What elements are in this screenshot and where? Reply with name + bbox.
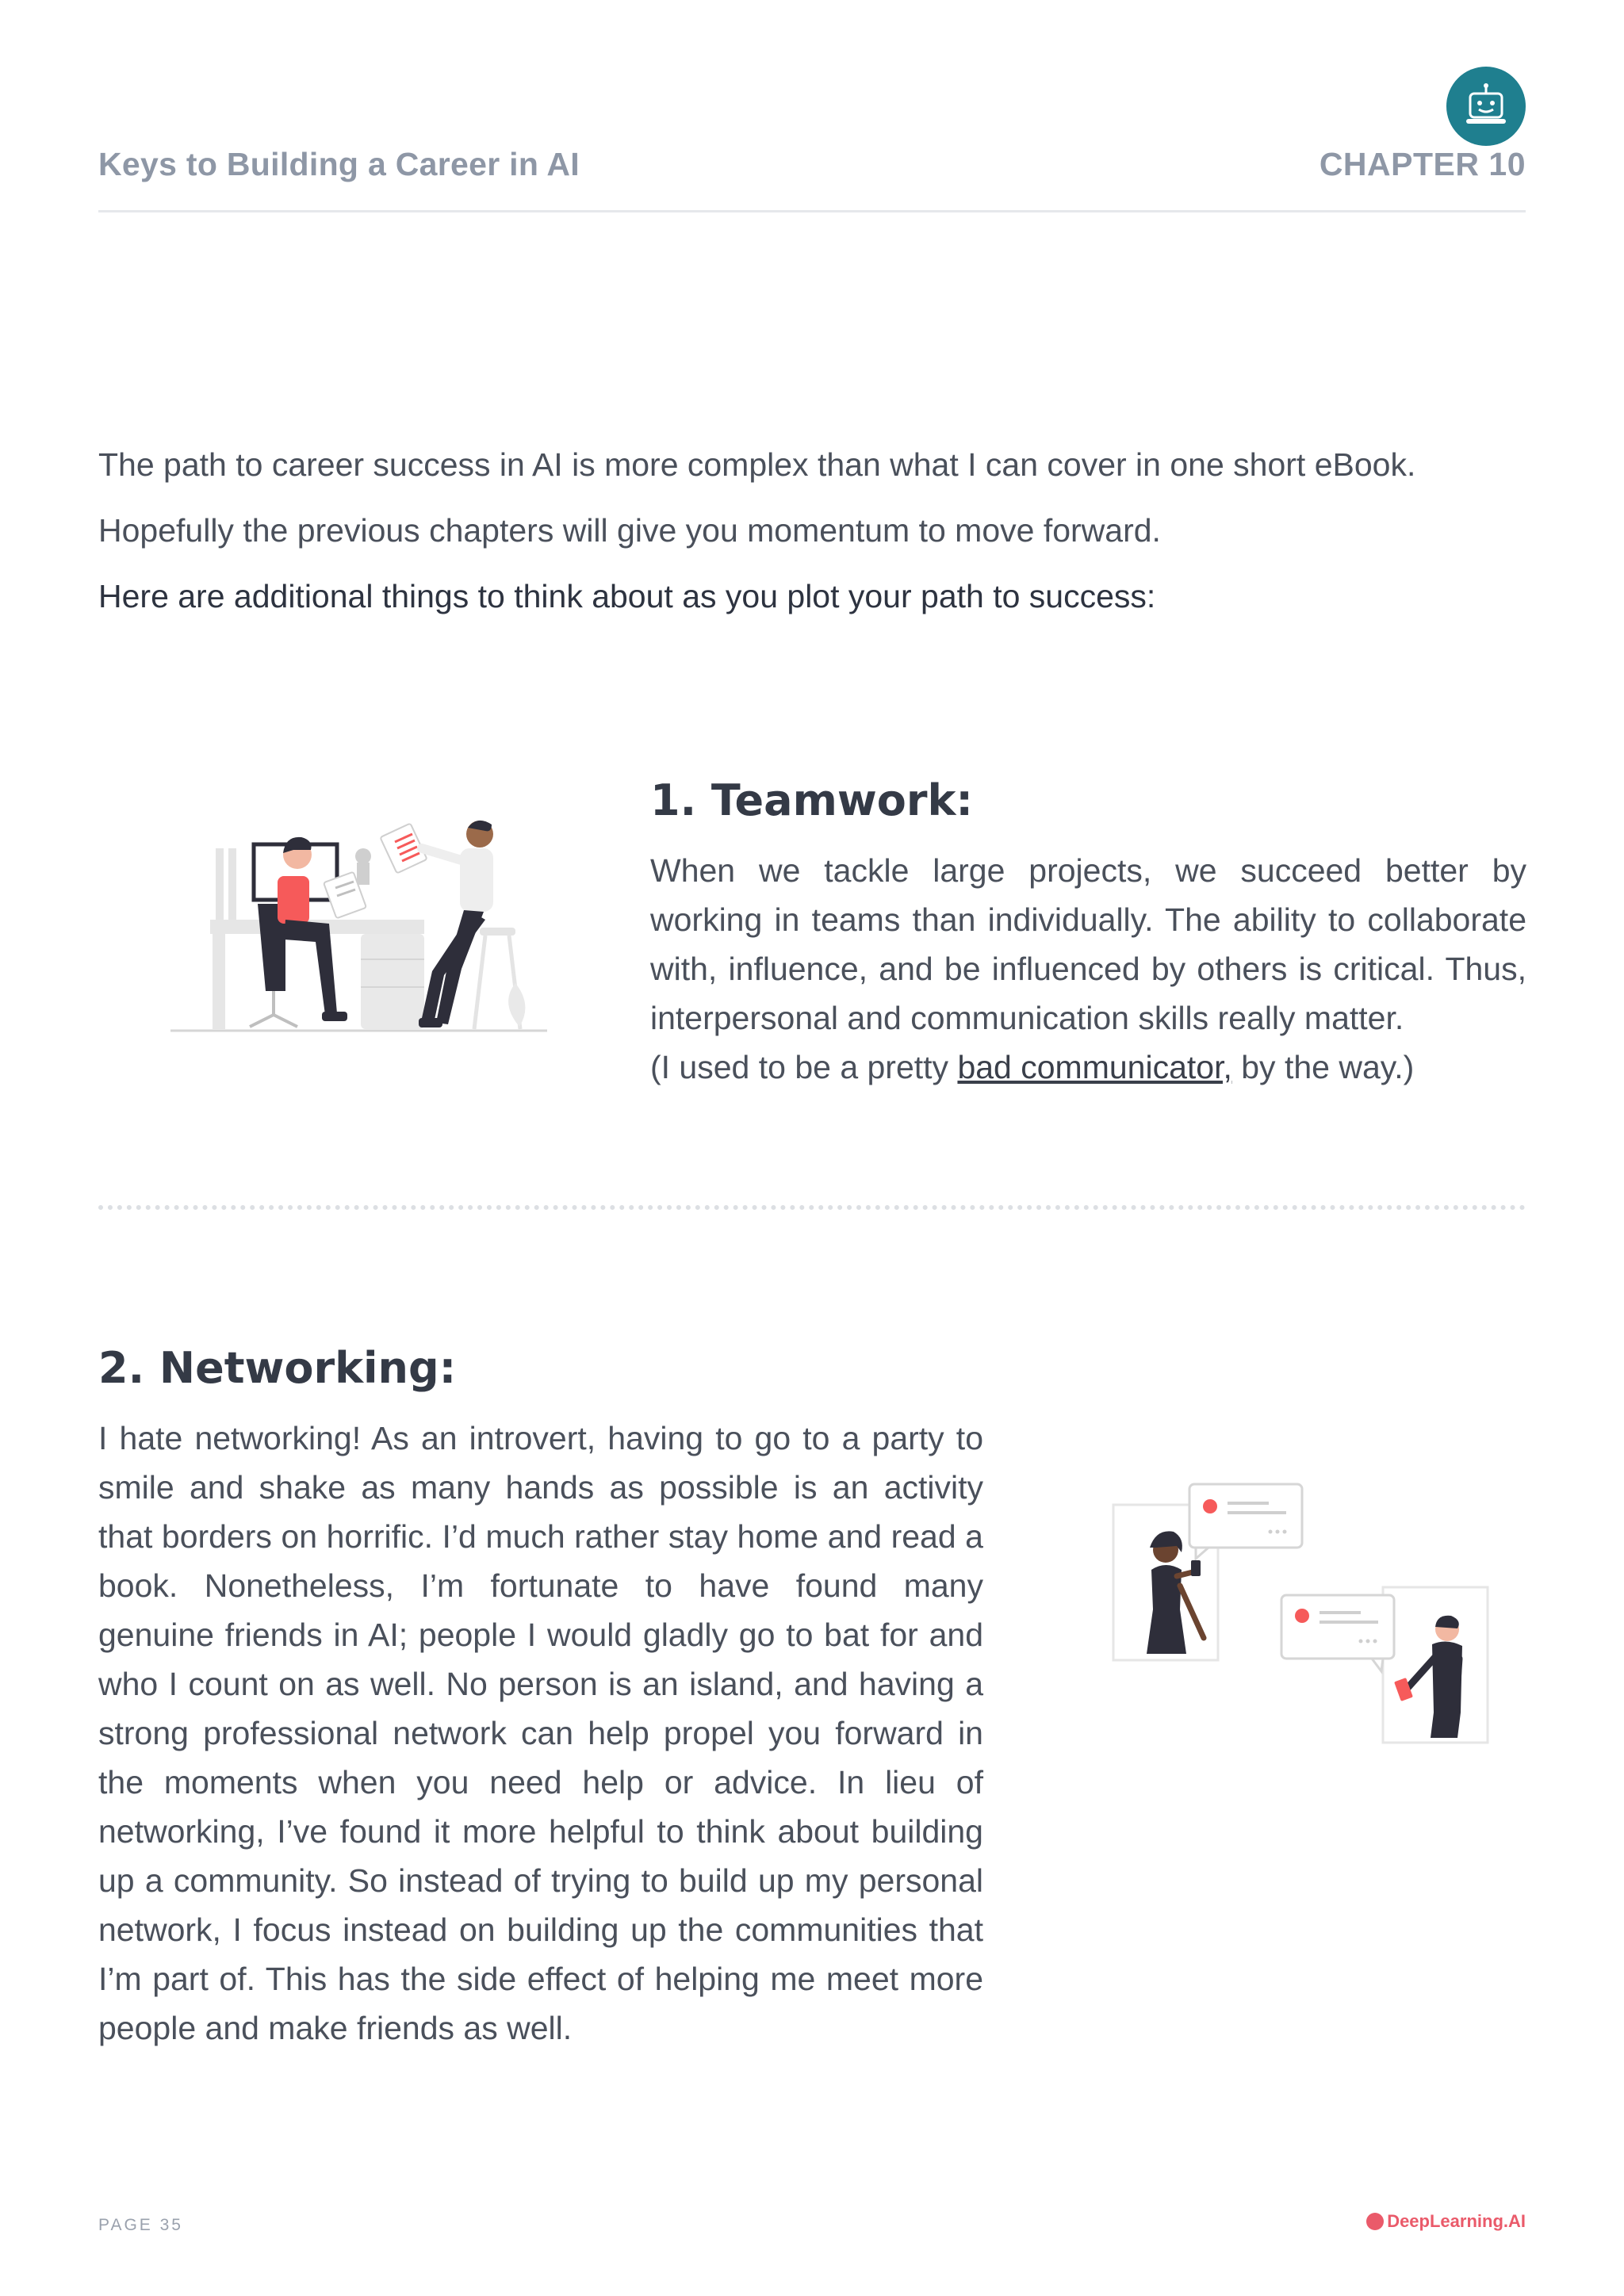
section-divider	[98, 1205, 1526, 1210]
networking-illustration	[1110, 1483, 1499, 1752]
teamwork-section	[650, 775, 1526, 1092]
teamwork-illustration	[167, 801, 555, 1039]
deeplearning-logo-text: DeepLearning.AI	[1387, 2211, 1526, 2231]
networking-paragraph: I hate networking! As an introvert, having to go to a party to smile and shake as many hands as possible is an activity that borders on horrific. I’d much rather stay home and read a book. Nonetheless, I’m fortunate to have found many genuine friends in AI; people I would gladly go to bat for and who I count on as well. No person is an island, and having a strong professional network can help propel you forward in the moments when you need help or advice. In lieu of networking, I’ve found it more helpful to think about building up a community. So instead of trying to build up my personal network, I focus instead on building up the communities that I’m part of. This has the side effect of helping me meet more people and make friends as well.	[98, 1420, 983, 2046]
networking-section	[98, 1343, 983, 2053]
book-title: Keys to Building a Career in AI	[98, 146, 580, 182]
teamwork-aside: (I used to be a pretty bad communicator, by the way.)	[650, 1049, 1415, 1085]
deeplearning-logo-icon	[1366, 2213, 1384, 2230]
deeplearning-logo	[1366, 2211, 1526, 2232]
bad-communicator-link[interactable]: bad communicator,	[957, 1049, 1232, 1085]
networking-heading: 2. Networking:	[98, 1343, 457, 1393]
page-number: PAGE 35	[98, 2216, 183, 2234]
intro-paragraph	[98, 432, 1534, 629]
robot-chapter-icon	[1446, 67, 1526, 146]
intro-line-2: Hopefully the previous chapters will give you momentum to move forward.	[98, 512, 1161, 549]
teamwork-paragraph: When we tackle large projects, we succeed better by working in teams than individually. The ability to collaborate with, influence, and be influenced by others is critical. Thus, interpersonal and communication skills really matter.	[650, 852, 1526, 1036]
chapter-label: CHAPTER 10	[1319, 146, 1526, 182]
intro-line-1: The path to career success in AI is more complex than what I can cover in one short eBook.	[98, 446, 1416, 483]
teamwork-heading: 1. Teamwork:	[650, 775, 974, 825]
header-divider	[98, 210, 1526, 212]
intro-line-3: Here are additional things to think about as you plot your path to success:	[98, 578, 1156, 614]
